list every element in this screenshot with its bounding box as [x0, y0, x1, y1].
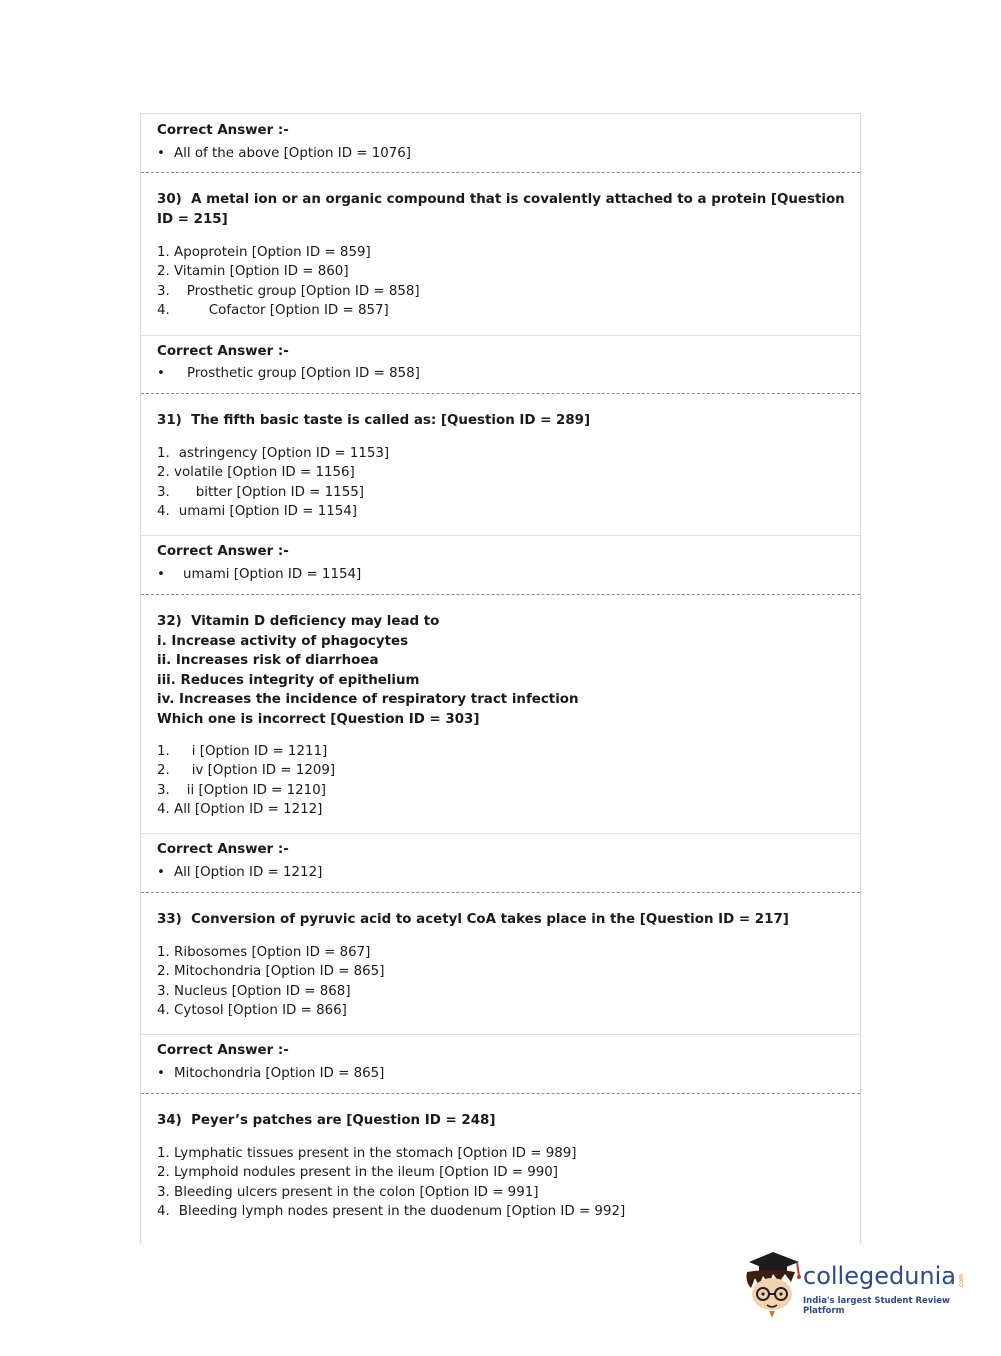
logo-tagline: India's largest Student Review Platform	[803, 1296, 950, 1316]
correct-answer: • umami [Option ID = 1154]	[157, 567, 362, 582]
question-34: 34) Peyer’s patches are [Question ID = 248]	[157, 1113, 496, 1128]
question-sheet	[140, 113, 861, 1244]
option: 3. ii [Option ID = 1210]	[157, 783, 326, 798]
correct-answer-label: Correct Answer :-	[157, 123, 289, 138]
option: 1. i [Option ID = 1211]	[157, 744, 328, 759]
mascot-icon	[741, 1248, 803, 1318]
correct-answer-label: Correct Answer :-	[157, 842, 289, 857]
divider	[141, 172, 860, 173]
divider	[141, 535, 860, 536]
correct-answer: • Mitochondria [Option ID = 865]	[157, 1066, 385, 1081]
divider	[141, 1093, 860, 1094]
divider	[141, 1034, 860, 1035]
option: 1. Ribosomes [Option ID = 867]	[157, 945, 371, 960]
question-30: 30) A metal ion or an organic compound that is covalently attached to a protein [Question ID = 215]	[157, 192, 845, 227]
option: 1. Apoprotein [Option ID = 859]	[157, 245, 371, 260]
option: 1. Lymphatic tissues present in the stomach [Option ID = 989]	[157, 1146, 577, 1161]
question-31: 31) The fifth basic taste is called as: [Question ID = 289]	[157, 413, 591, 428]
correct-answer-label: Correct Answer :-	[157, 1043, 289, 1058]
option: 3. Nucleus [Option ID = 868]	[157, 984, 351, 999]
divider	[141, 335, 860, 336]
option: 3. bitter [Option ID = 1155]	[157, 485, 364, 500]
correct-answer-label: Correct Answer :-	[157, 344, 289, 359]
option: 4. Bleeding lymph nodes present in the duodenum [Option ID = 992]	[157, 1204, 626, 1219]
divider	[141, 594, 860, 595]
option: 1. astringency [Option ID = 1153]	[157, 446, 390, 461]
question-32: 32) Vitamin D deficiency may lead to i. Increase activity of phagocytes ii. Increases risk of diarrhoea iii. Reduces integrity of epithelium iv. Increases the incidence of respiratory tract infection Which one is incorrect [Question ID = 303]	[157, 614, 579, 727]
divider	[141, 892, 860, 893]
correct-answer: • Prosthetic group [Option ID = 858]	[157, 366, 420, 381]
option: 2. volatile [Option ID = 1156]	[157, 465, 355, 480]
option: 4. umami [Option ID = 1154]	[157, 504, 358, 519]
question-33: 33) Conversion of pyruvic acid to acetyl CoA takes place in the [Question ID = 217]	[157, 912, 789, 927]
option: 2. Mitochondria [Option ID = 865]	[157, 964, 385, 979]
option: 3. Prosthetic group [Option ID = 858]	[157, 284, 420, 299]
option: 4. Cofactor [Option ID = 857]	[157, 303, 389, 318]
correct-answer: • All [Option ID = 1212]	[157, 865, 323, 880]
divider	[141, 833, 860, 834]
correct-answer-label: Correct Answer :-	[157, 544, 289, 559]
option: 3. Bleeding ulcers present in the colon [Option ID = 991]	[157, 1185, 539, 1200]
option: 4. Cytosol [Option ID = 866]	[157, 1003, 347, 1018]
logo-wordmark: collegedunia	[803, 1262, 957, 1290]
correct-answer: • All of the above [Option ID = 1076]	[157, 146, 412, 161]
option: 2. iv [Option ID = 1209]	[157, 763, 336, 778]
option: 2. Lymphoid nodules present in the ileum [Option ID = 990]	[157, 1165, 559, 1180]
logo-suffix: .com	[958, 1274, 965, 1289]
option: 2. Vitamin [Option ID = 860]	[157, 264, 349, 279]
option: 4. All [Option ID = 1212]	[157, 802, 323, 817]
divider	[141, 393, 860, 394]
collegedunia-logo[interactable]	[741, 1248, 971, 1318]
